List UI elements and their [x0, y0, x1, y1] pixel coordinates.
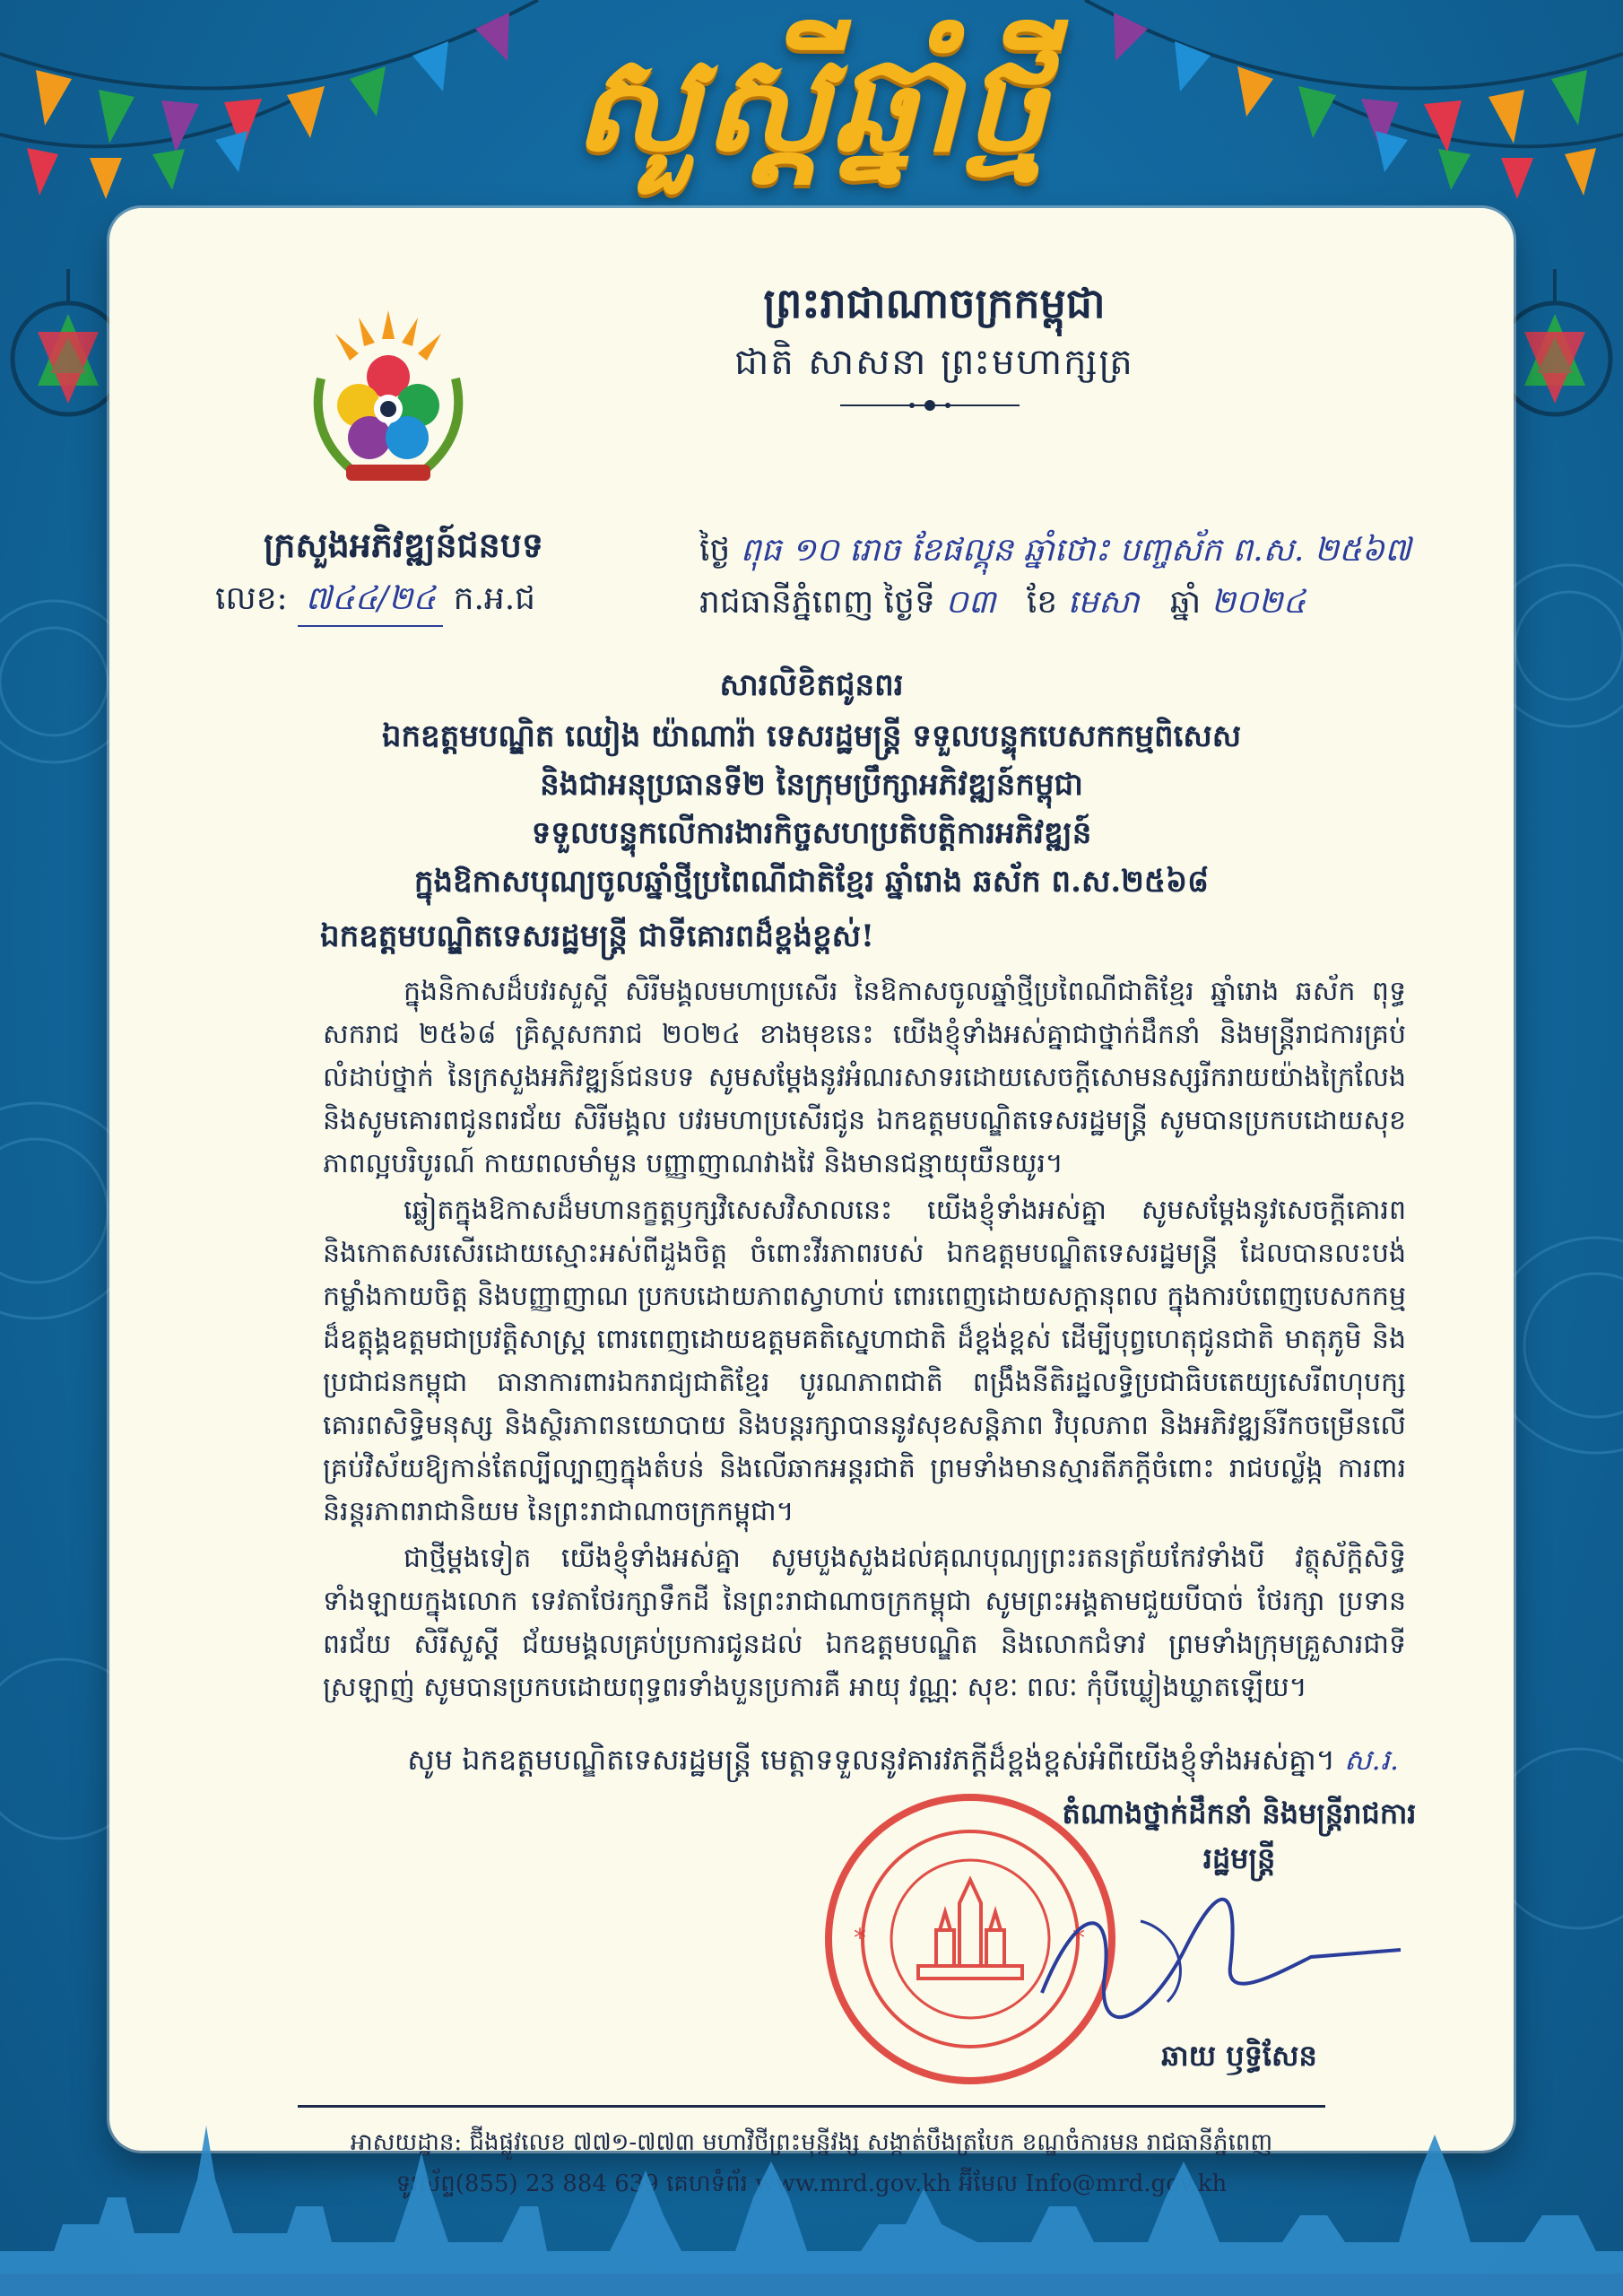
letter-recipient — [145, 712, 1478, 906]
recipient-line: ឯកឧត្តមបណ្ឌិត ឈៀង យ៉ាណារ៉ា ទេសរដ្ឋមន្ត្រី ទទួលបន្ទុកបេសកកម្មពិសេស — [381, 718, 1242, 754]
temple-skyline-icon — [0, 2072, 1623, 2296]
divider-ornament-icon — [840, 398, 1020, 413]
date-lunar-value: ពុធ ១០ រោច ខែផល្គុន ឆ្នាំថោះ បញ្ចស័ក ព.ស. ២៥៦៧ — [740, 532, 1411, 569]
signatory-role: រដ្ឋមន្ត្រី — [1202, 1841, 1276, 1875]
date-solar — [699, 581, 1306, 629]
footer-contact: ទូរស័ព្ទ(855) 23 884 639 គេហទំព័រ www.mrd.gov.kh អ៊ីមែល Info@mrd.gov.kh — [395, 2170, 1228, 2197]
reference-label: លេខ: — [215, 580, 288, 617]
date-lunar — [699, 529, 1411, 577]
ministry-name: ក្រសួងអភិវឌ្ឍន៍ជនបទ — [263, 525, 544, 565]
body-paragraph: ក្នុងនិកាសដ៏បវរសួស្តី សិរីមង្គលមហាប្រសើរ នៃឱកាសចូលឆ្នាំថ្មីប្រពៃណីជាតិខ្មែរ ឆ្នាំរោង ឆស័ក ពុទ្ធសករាជ ២៥៦៨ គ្រិស្តសករាជ ២០២៤ ខាងមុខនេះ យើងខ្ញុំទាំងអស់គ្នាជាថ្នាក់ដឹកនាំ និងមន្ត្រីរាជការគ្រប់លំដាប់ថ្នាក់ នៃក្រសួងអភិវឌ្ឍន៍ជនបទ សូមសម្តែងនូវអំណរសាទរដោយសេចក្តីសោមនស្សរីករាយយ៉ាងក្រៃលែង និងសូមគោរពជូនពរជ័យ សិរីមង្គល បវរមហាប្រសើរជូន ឯកឧត្តមបណ្ឌិតទេសរដ្ឋមន្ត្រី សូមបានប្រកបដោយសុខភាពល្អបរិបូរណ៍ កាយពលមាំមួន បញ្ញាញាណវាងវៃ និងមានជន្មាយុយឺនយូរ។ — [323, 976, 1406, 1179]
date-solar-month: មេសា — [1067, 584, 1140, 621]
recipient-line: ទទួលបន្ទុកលើការងារកិច្ចសហប្រតិបត្តិការអភិវឌ្ឍន៍ — [531, 815, 1092, 851]
date-solar-day: ០៣ — [945, 584, 996, 621]
letter-card — [109, 208, 1514, 2197]
closing-initials: ស.រ. — [1344, 1743, 1399, 1777]
date-solar-prefix: រាជធានីភ្នំពេញ ថ្ងៃទី — [699, 584, 935, 621]
closing-line — [109, 1742, 1399, 1784]
date-lunar-prefix: ថ្ងៃ — [699, 532, 731, 569]
signatory-name: ឆាយ ឫទ្ធិសែន — [1161, 2039, 1317, 2073]
new-year-banner-title: សួស្តីឆ្នាំថ្មី — [573, 24, 1050, 182]
date-solar-year-label: ឆ្នាំ — [1169, 584, 1202, 621]
recipient-line: ក្នុងឱកាសបុណ្យចូលឆ្នាំថ្មីប្រពៃណីជាតិខ្មែរ ឆ្នាំរោង ឆស័ក ព.ស.២៥៦៨ — [413, 864, 1210, 900]
reference-suffix: ក.អ.ជ — [453, 580, 536, 617]
ministry-logo-icon — [296, 307, 481, 491]
signatory-title: តំណាងថ្នាក់ដឹកនាំ និងមន្ត្រីរាជការ — [1062, 1796, 1417, 1831]
letter-body — [323, 970, 1406, 1713]
kingdom-title: ព្រះរាជាណាចក្រកម្ពុជា — [763, 279, 1106, 327]
handwritten-signature-icon — [1006, 1867, 1419, 2029]
body-paragraph: ឆ្លៀតក្នុងឱកាសដ៏មហានក្ខត្តឫក្សវិសេសវិសាលនេះ យើងខ្ញុំទាំងអស់គ្នា សូមសម្តែងនូវសេចក្តីគោរព និងកោតសរសើរដោយស្មោះអស់ពីដួងចិត្ត ចំពោះវីរភាពរបស់ ឯកឧត្តមបណ្ឌិតទេសរដ្ឋមន្ត្រី ដែលបានលះបង់ កម្លាំងកាយចិត្ត និងបញ្ញាញាណ ប្រកបដោយភាពស្វាហាប់ ពោរពេញដោយសក្តានុពល ក្នុងការបំពេញបេសកកម្មដ៏ឧត្តុង្គឧត្តមជាប្រវត្តិសាស្ត្រ ពោរពេញដោយឧត្តមគតិស្នេហាជាតិ ដ៏ខ្ពង់ខ្ពស់ ដើម្បីបុព្វហេតុជូនជាតិ មាតុភូមិ និងប្រជាជនកម្ពុជា ធានាការពារឯករាជ្យជាតិខ្មែរ បូរណភាពជាតិ ពង្រឹងនីតិរដ្ឋលទ្ធិប្រជាធិបតេយ្យសេរីពហុបក្ស គោរពសិទ្ធិមនុស្ស និងស្ថិរភាពនយោបាយ និងបន្តរក្សាបាននូវសុខសន្តិភាព វិបុលភាព និងអភិវឌ្ឍន៍រីកចម្រើនលើគ្រប់វិស័យឱ្យកាន់តែល្បីល្បាញក្នុងតំបន់ និងលើឆាកអន្តរជាតិ ព្រមទាំងមានស្មារតីភក្តីចំពោះ រាជបល្ល័ង្ក ការពារនិរន្តរភាពរាជានិយម នៃព្រះរាជាណាចក្រកម្ពុជា។ — [323, 1195, 1406, 1527]
reference-handwritten-number: ៧៤៤/២៤ — [298, 578, 443, 627]
closing-text: សូម ឯកឧត្តមបណ្ឌិតទេសរដ្ឋមន្ត្រី មេត្តាទទួលនូវគារវភក្តីដ៏ខ្ពង់ខ្ពស់អំពីយើងខ្ញុំទាំងអស់គ្នា។ — [407, 1743, 1335, 1777]
svg-text:*: * — [1072, 1923, 1085, 1952]
national-motto: ជាតិ សាសនា ព្រះមហាក្សត្រ — [734, 342, 1134, 383]
recipient-line: និងជាអនុប្រធានទី២ នៃក្រុមប្រឹក្សាអភិវឌ្ឍន៍កម្ពុជា — [540, 767, 1083, 803]
footer-address: អាសយដ្ឋាន: ជ៊ីងផ្លូវលេខ ៧៧១-៧៧៣ មហាវិថីព្រះមុន្នីវង្ស សង្កាត់បឹងត្របែក ខណ្ឌចំការមន រាជធានីភ្នំពេញ — [350, 2129, 1273, 2156]
reference-number — [215, 578, 535, 627]
salutation: ឯកឧត្តមបណ្ឌិតទេសរដ្ឋមន្ត្រី ជាទីគោរពដ៏ខ្ពង់ខ្ពស់! — [320, 918, 874, 954]
date-solar-year: ២០២៤ — [1211, 584, 1306, 621]
svg-text:*: * — [854, 1923, 866, 1952]
body-paragraph: ជាថ្មីម្តងទៀត យើងខ្ញុំទាំងអស់គ្នា សូមបួងសួងដល់គុណបុណ្យព្រះរតនត្រ័យកែវទាំងបី វត្ថុស័ក្តិសិទ្ធិទាំងឡាយក្នុងលោក ទេវតាថែរក្សាទឹកដី នៃព្រះរាជាណាចក្រកម្ពុជា សូមព្រះអង្គតាមជួយបីបាច់ ថែរក្សា ប្រទានពរជ័យ សិរីសួស្តី ជ័យមង្គលគ្រប់ប្រការជូនដល់ ឯកឧត្តមបណ្ឌិត និងលោកជំទាវ ព្រមទាំងក្រុមគ្រួសារជាទីស្រឡាញ់ សូមបានប្រកបដោយពុទ្ធពរទាំងបួនប្រការគឺ អាយុ វណ្ណៈ សុខៈ ពលៈ កុំបីឃ្លៀងឃ្លាតឡើយ។ — [323, 1543, 1406, 1703]
date-solar-month-label: ខែ — [1026, 584, 1058, 621]
letter-title: សារលិខិតជូនពរ — [719, 667, 904, 703]
